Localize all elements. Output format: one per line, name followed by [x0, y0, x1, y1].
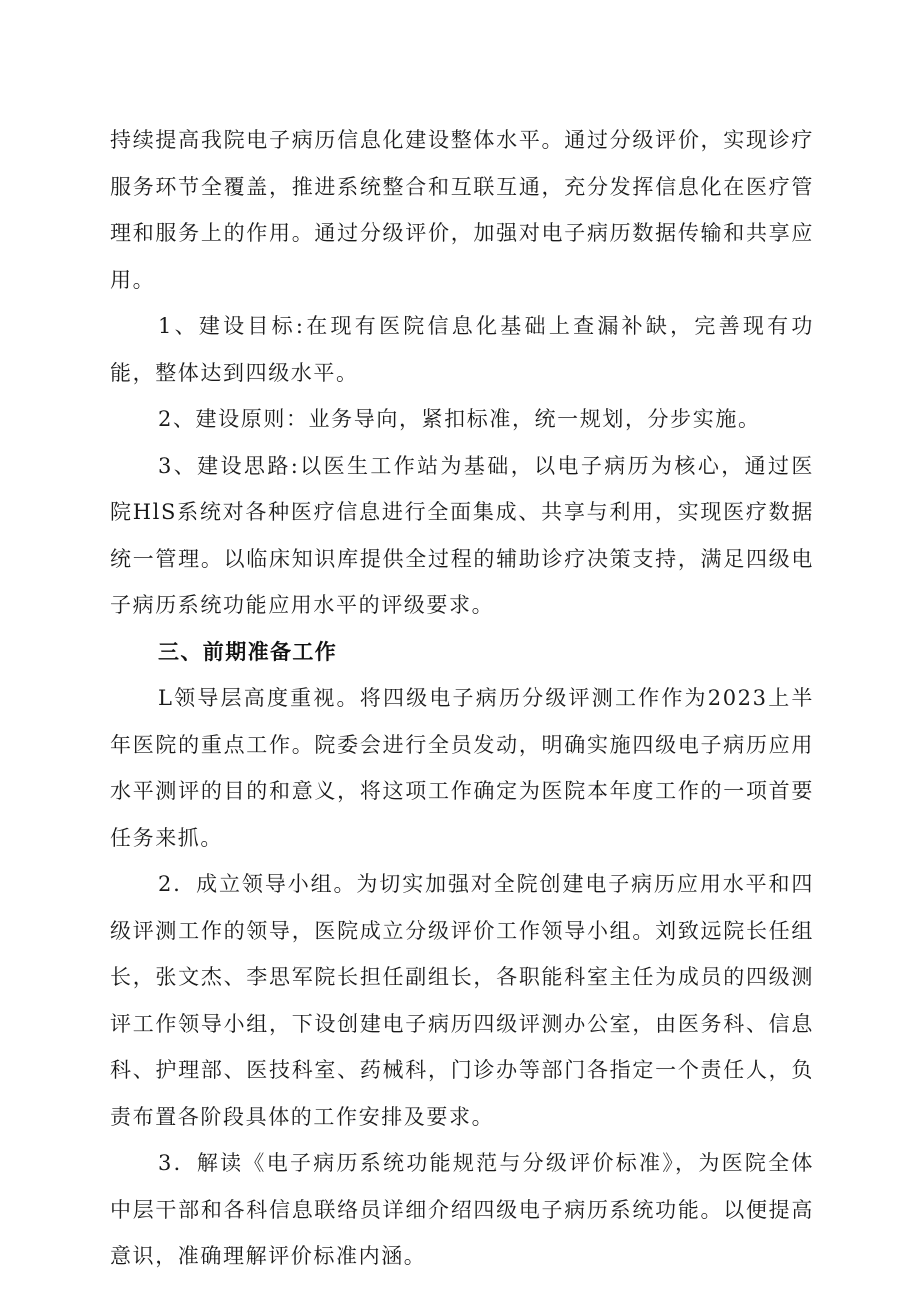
- document-body: [110, 117, 814, 1280]
- paragraph-approach: 3、建设思路:以医生工作站为基础，以电子病历为核心，通过医院HlS系统对各种医疗信息进行全面集成、共享与利用，实现医疗数据统一管理。以临床知识库提供全过程的辅助诊疗决策支持，满足四级电子病历系统功能应用水平的评级要求。: [110, 453, 814, 617]
- paragraph-leadership: L领导层高度重视。将四级电子病历分级评测工作作为2023上半年医院的重点工作。院委会进行全员发动，明确实施四级电子病历应用水平测评的目的和意义，将这项工作确定为医院本年度工作的一项首要任务来抓。: [110, 686, 814, 850]
- paragraph-team: 2．成立领导小组。为切实加强对全院创建电子病历应用水平和四级评测工作的领导，医院成立分级评价工作领导小组。刘致远院长任组长，张文杰、李思军院长担任副组长，各职能科室主任为成员的四级测评工作领导小组，下设创建电子病历四级评测办公室，由医务科、信息科、护理部、医技科室、药械科，门诊办等部门各指定一个责任人，负责布置各阶段具体的工作安排及要求。: [110, 872, 814, 1129]
- section-heading: 三、前期准备工作: [158, 639, 338, 664]
- paragraph-goal: 1、建设目标:在现有医院信息化基础上查漏补缺，完善现有功能，整体达到四级水平。: [110, 314, 814, 385]
- paragraph-principle: 2、建设原则：业务导向，紧扣标准，统一规划，分步实施。: [158, 407, 761, 431]
- paragraph-interpretation: 3．解读《电子病历系统功能规范与分级评价标准》，为医院全体中层干部和各科信息联络员详细介绍四级电子病历系统功能。以便提高意识，准确理解评价标准内涵。: [110, 1151, 814, 1268]
- paragraph-intro: 持续提高我院电子病历信息化建设整体水平。通过分级评价，实现诊疗服务环节全覆盖，推进系统整合和互联互通，充分发挥信息化在医疗管理和服务上的作用。通过分级评价，加强对电子病历数据传输和共享应用。: [110, 128, 814, 292]
